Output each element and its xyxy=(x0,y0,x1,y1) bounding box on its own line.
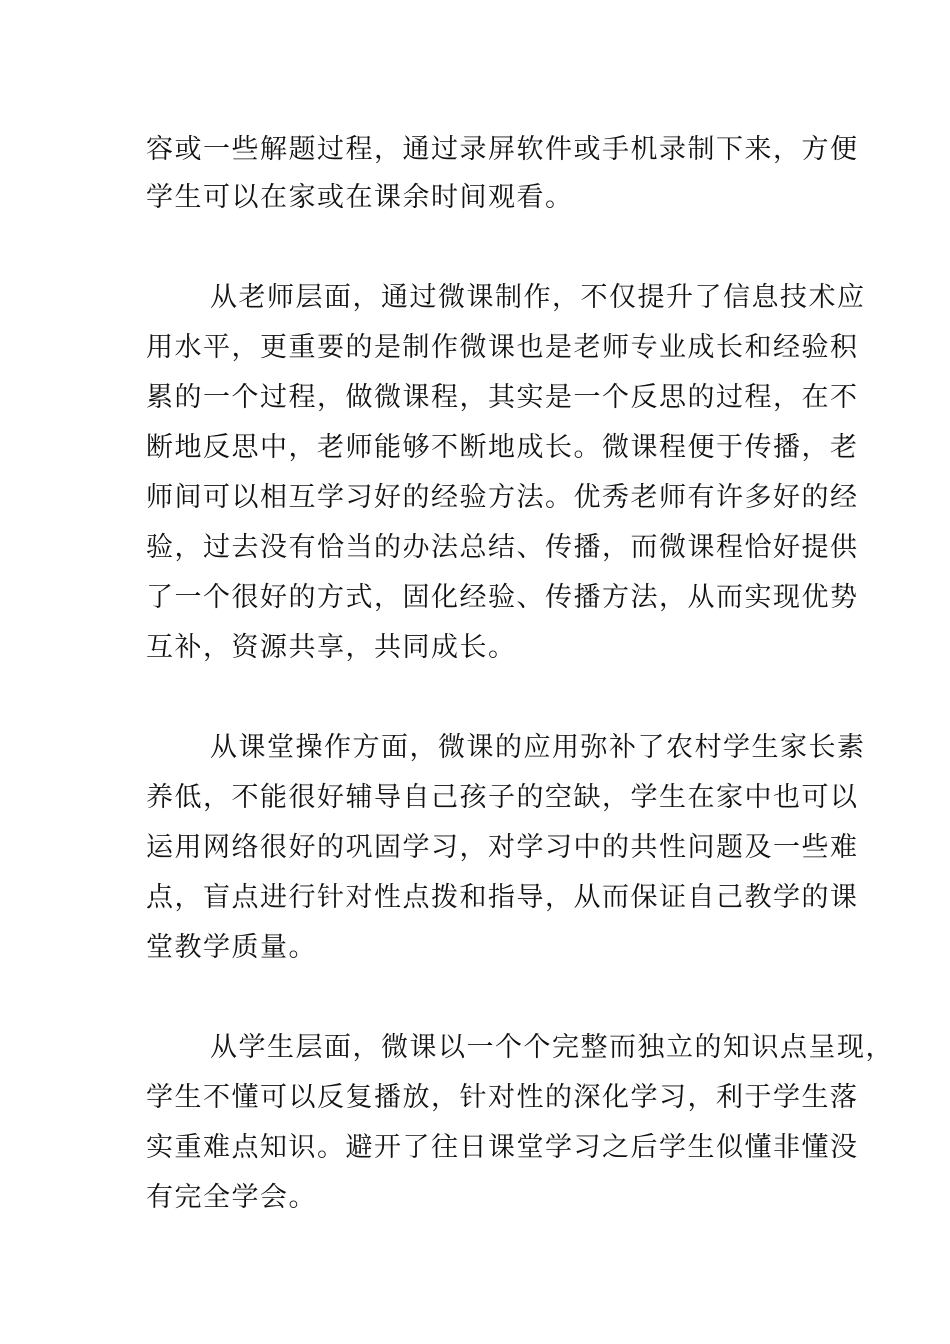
text-line: 从老师层面，通过微课制作，不仅提升了信息技术应 xyxy=(210,282,866,313)
text-line: 累的一个过程，做微课程，其实是一个反思的过程，在不 xyxy=(146,382,859,413)
text-line: 了一个很好的方式，固化经验、传播方法，从而实现优势 xyxy=(146,582,859,613)
text-line: 学生不懂可以反复播放，针对性的深化学习，利于学生落 xyxy=(146,1082,859,1113)
text-line: 堂教学质量。 xyxy=(146,932,317,963)
text-line: 用水平，更重要的是制作微课也是老师专业成长和经验积 xyxy=(146,332,859,363)
text-line: 从课堂操作方面，微课的应用弥补了农村学生家长素 xyxy=(210,732,866,763)
text-line: 学生可以在家或在课余时间观看。 xyxy=(146,182,574,213)
text-line: 养低，不能很好辅导自己孩子的空缺，学生在家中也可以 xyxy=(146,782,859,813)
text-line: 有完全学会。 xyxy=(146,1182,317,1213)
text-line: 断地反思中，老师能够不断地成长。微课程便于传播，老 xyxy=(146,432,859,463)
text-line: 容或一些解题过程，通过录屏软件或手机录制下来，方便 xyxy=(146,134,859,165)
text-line: 互补，资源共享，共同成长。 xyxy=(146,632,517,663)
text-line: 实重难点知识。避开了往日课堂学习之后学生似懂非懂没 xyxy=(146,1132,859,1163)
text-line: 从学生层面，微课以一个个完整而独立的知识点呈现， xyxy=(210,1032,894,1063)
text-line: 点，盲点进行针对性点拨和指导，从而保证自己教学的课 xyxy=(146,882,859,913)
text-line: 运用网络很好的巩固学习，对学习中的共性问题及一些难 xyxy=(146,832,859,863)
text-line: 验，过去没有恰当的办法总结、传播，而微课程恰好提供 xyxy=(146,532,859,563)
text-line: 师间可以相互学习好的经验方法。优秀老师有许多好的经 xyxy=(146,482,859,513)
